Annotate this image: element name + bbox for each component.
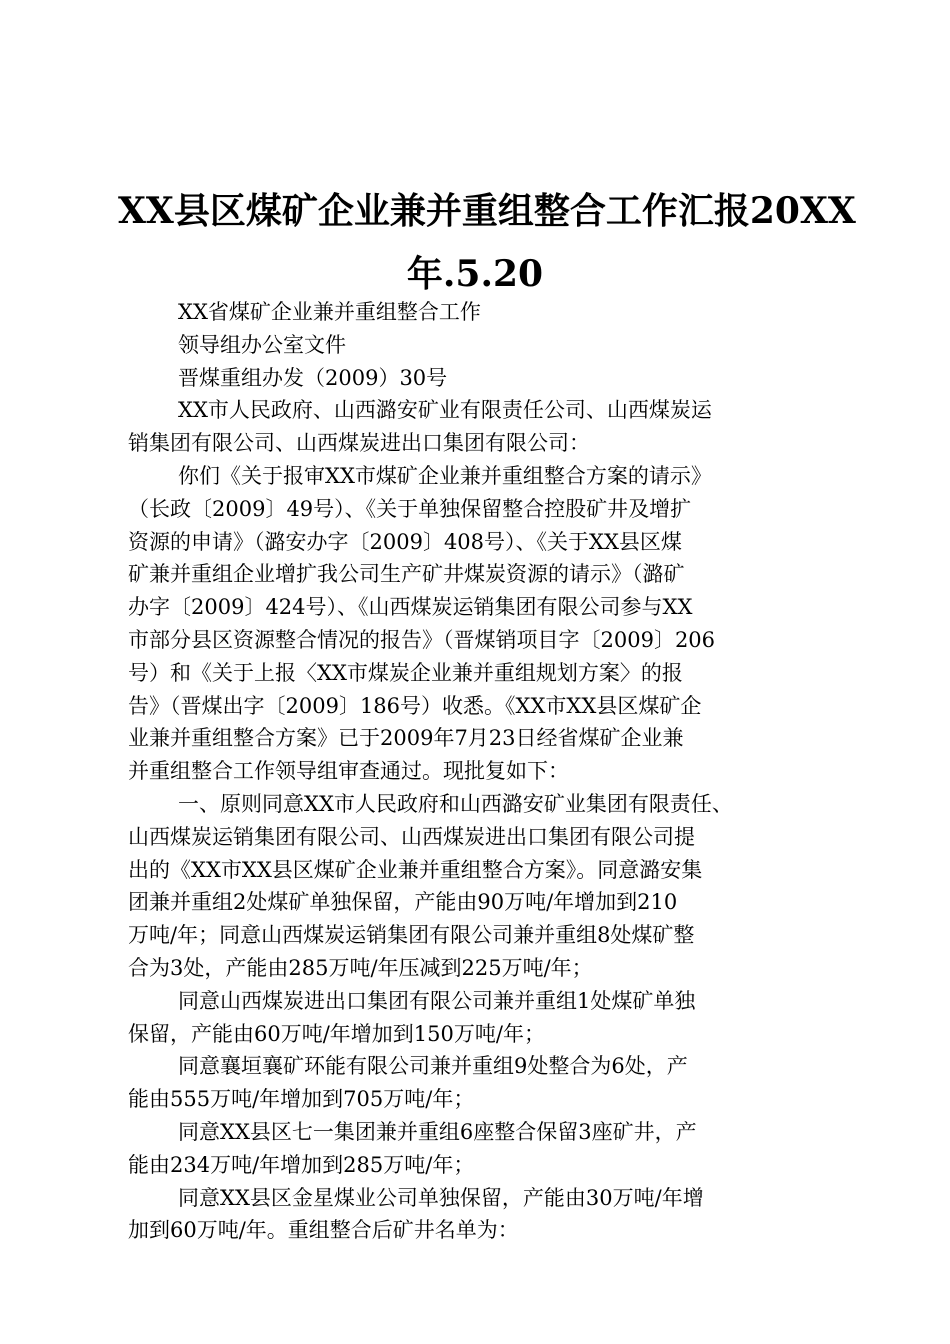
body-line: 矿兼并重组企业增扩我公司生产矿井煤炭资源的请示》（潞矿	[128, 562, 685, 587]
body-line: 同意襄垣襄矿环能有限公司兼并重组9处整合为6处，产	[178, 1054, 688, 1079]
body-line: 一、原则同意XX市人民政府和山西潞安矿业集团有限责任、	[178, 791, 733, 816]
body-line: 山西煤炭运销集团有限公司、山西煤炭进出口集团有限公司提	[128, 824, 695, 849]
body-line: 能由234万吨/年增加到285万吨/年；	[128, 1152, 475, 1177]
body-line: 市部分县区资源整合情况的报告》（晋煤销项目字〔2009〕206	[128, 627, 716, 652]
body-line: 晋煤重组办发（2009）30号	[178, 365, 448, 390]
body-line: XX省煤矿企业兼并重组整合工作	[178, 300, 481, 324]
body-line: 万吨/年；同意山西煤炭运销集团有限公司兼并重组8处煤矿整	[128, 923, 695, 948]
body-line: 能由555万吨/年增加到705万吨/年；	[128, 1087, 475, 1112]
body-line: 并重组整合工作领导组审查通过。现批复如下：	[128, 759, 569, 784]
body-line: 加到60万吨/年。重组整合后矿井名单为：	[128, 1218, 519, 1243]
body-line: 同意XX县区金星煤业公司单独保留，产能由30万吨/年增	[178, 1185, 704, 1210]
body-line: 资源的申请》（潞安办字〔2009〕408号）、《关于XX县区煤	[128, 529, 682, 554]
title-line-2: 年.5.20	[406, 253, 544, 295]
body-line: 出的《XX市XX县区煤矿企业兼并重组整合方案》。同意潞安集	[128, 857, 703, 882]
body-line: 业兼并重组整合方案》已于2009年7月23日经省煤矿企业兼	[128, 726, 684, 751]
body-line: 保留，产能由60万吨/年增加到150万吨/年；	[128, 1021, 545, 1046]
body-line: 号）和《关于上报〈XX市煤炭企业兼并重组规划方案〉的报	[128, 660, 683, 685]
body-line: 销集团有限公司、山西煤炭进出口集团有限公司：	[128, 431, 590, 456]
body-line: 领导组办公室文件	[178, 332, 346, 357]
body-line: 同意山西煤炭进出口集团有限公司兼并重组1处煤矿单独	[178, 988, 696, 1013]
body-line: XX市人民政府、山西潞安矿业有限责任公司、山西煤炭运	[178, 398, 712, 423]
document-title	[118, 180, 856, 306]
body-line: 你们《关于报审XX市煤矿企业兼并重组整合方案的请示》	[178, 463, 712, 488]
body-line: 告》（晋煤出字〔2009〕186号）收悉。《XX市XX县区煤矿企	[128, 693, 702, 718]
document-body	[128, 296, 828, 1247]
body-line: 合为3处，产能由285万吨/年压减到225万吨/年；	[128, 955, 593, 980]
body-line: （长政〔2009〕49号）、《关于单独保留整合控股矿井及增扩	[128, 496, 692, 521]
body-line: 同意XX县区七一集团兼并重组6座整合保留3座矿井，产	[178, 1119, 697, 1144]
body-line: 团兼并重组2处煤矿单独保留，产能由90万吨/年增加到210	[128, 890, 678, 915]
title-line-1: XX县区煤矿企业兼并重组整合工作汇报20XX	[118, 190, 856, 232]
body-line: 办字〔2009〕424号）、《山西煤炭运销集团有限公司参与XX	[128, 595, 693, 620]
